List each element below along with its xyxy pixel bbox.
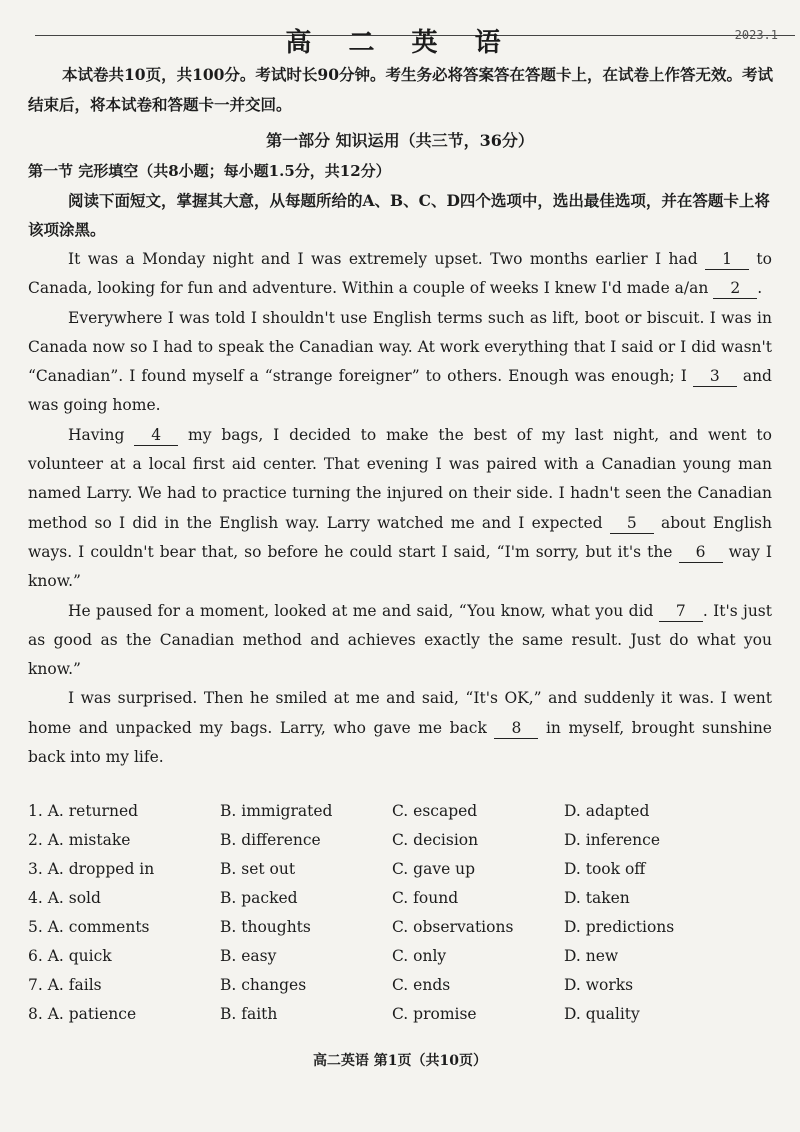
option-a: 5. A. comments <box>28 918 150 936</box>
option-d: D. works <box>564 976 634 994</box>
option-b: B. immigrated <box>220 802 333 820</box>
option-d: D. took off <box>564 860 646 878</box>
option-d: D. new <box>564 947 619 965</box>
option-row <box>28 885 768 914</box>
option-b: B. thoughts <box>220 918 311 936</box>
blank-4: 4 <box>134 425 178 446</box>
text: It was a Monday night and I was extremely upset. Two months earlier I had <box>68 250 706 268</box>
option-c: C. observations <box>392 918 514 936</box>
option-b: B. easy <box>220 947 277 965</box>
page-title: 高 二 英 语 <box>285 28 515 58</box>
option-row <box>28 827 768 856</box>
options-table <box>28 798 768 1030</box>
option-b: B. set out <box>220 860 296 878</box>
option-a: 1. A. returned <box>28 802 139 820</box>
option-d: D. adapted <box>564 802 650 820</box>
text: I was surprised. Then he smiled at me and said, “It's OK,” and suddenly it was. I went home and unpacked my bags. Larry, who gave me back <box>28 689 772 737</box>
option-c: C. ends <box>392 976 451 994</box>
option-row <box>28 856 768 885</box>
option-c: C. promise <box>392 1005 477 1023</box>
text: Everywhere I was told I shouldn't use English terms such as lift, boot or biscuit. I was in Canada now so I had to speak the Canadian way. At work everything that I said or I did wasn't “Canadian”. I found myself a “strange foreigner” to others. Enough was enough; I <box>28 308 772 386</box>
text: to Canada, looking for fun and adventure. Within a couple of weeks I knew I'd made a/an <box>28 250 772 298</box>
option-c: C. escaped <box>392 802 478 820</box>
option-a: 3. A. dropped in <box>28 860 155 878</box>
text: way I know.” <box>28 542 772 591</box>
blank-8: 8 <box>494 718 538 739</box>
page-footer: 高二英语 第1页（共10页） <box>312 1053 488 1069</box>
option-b: B. changes <box>220 976 307 994</box>
option-d: D. quality <box>564 1005 640 1023</box>
blank-3: 3 <box>693 366 737 387</box>
text: my bags, I decided to make the best of my last night, and went to volunteer at a local first aid center. That evening I was paired with a Canadian young man named Larry. We had to practice turning the injured on their side. I hadn't seen the Canadian method so I did in the English way. Larry watched me and I expected <box>28 425 772 532</box>
option-c: C. decision <box>392 831 479 849</box>
option-d: D. taken <box>564 889 630 907</box>
text: and was going home. <box>28 367 772 415</box>
option-a: 6. A. quick <box>28 947 112 965</box>
text: Having <box>68 425 135 444</box>
text: . <box>757 279 763 298</box>
paragraph-5 <box>28 684 772 772</box>
section-title: 第一节 完形填空（共8小题；每小题1.5分，共12分） <box>28 162 391 180</box>
blank-5: 5 <box>610 513 654 534</box>
text: He paused for a moment, looked at me and said, “You know, what you did <box>68 601 659 620</box>
text: about English ways. I couldn't bear that, so before he could start I said, “I'm sorry, but it's the <box>28 513 772 561</box>
option-row <box>28 798 768 827</box>
option-row <box>28 914 768 943</box>
option-b: B. packed <box>220 889 298 907</box>
option-c: C. found <box>392 889 459 907</box>
blank-7: 7 <box>659 601 703 622</box>
section-instructions: 阅读下面短文，掌握其大意，从每题所给的A、B、C、D四个选项中，选出最佳选项，并在答题卡上将该项涂黑。 <box>28 191 770 239</box>
option-a: 4. A. sold <box>28 889 101 907</box>
blank-2: 2 <box>713 278 757 299</box>
paragraph-4 <box>28 597 772 685</box>
date-stamp: 2023.1 <box>734 28 778 42</box>
option-a: 8. A. patience <box>28 1005 137 1023</box>
paragraph-2 <box>28 304 772 421</box>
option-b: B. faith <box>220 1005 278 1023</box>
blank-6: 6 <box>679 542 723 563</box>
cloze-passage <box>28 245 772 772</box>
blank-1: 1 <box>705 249 749 270</box>
text: in myself, brought sunshine back into my life. <box>28 718 772 767</box>
text: . It's just as good as the Canadian method and achieves exactly the same result. Just do what you know.” <box>28 601 772 679</box>
part-title: 第一部分 知识运用（共三节，36分） <box>266 131 534 150</box>
exam-intro: 本试卷共10页，共100分。考试时长90分钟。考生务必将答案答在答题卡上，在试卷上作答无效。考试结束后，将本试卷和答题卡一并交回。 <box>28 65 773 114</box>
option-row <box>28 1001 768 1030</box>
option-d: D. inference <box>564 831 660 849</box>
paragraph-1 <box>28 245 772 304</box>
option-c: C. gave up <box>392 860 476 878</box>
option-c: C. only <box>392 947 447 965</box>
option-a: 2. A. mistake <box>28 831 131 849</box>
option-row <box>28 943 768 972</box>
option-d: D. predictions <box>564 918 675 936</box>
option-b: B. difference <box>220 831 321 849</box>
option-row <box>28 972 768 1001</box>
option-a: 7. A. fails <box>28 976 102 994</box>
paragraph-3 <box>28 421 772 597</box>
